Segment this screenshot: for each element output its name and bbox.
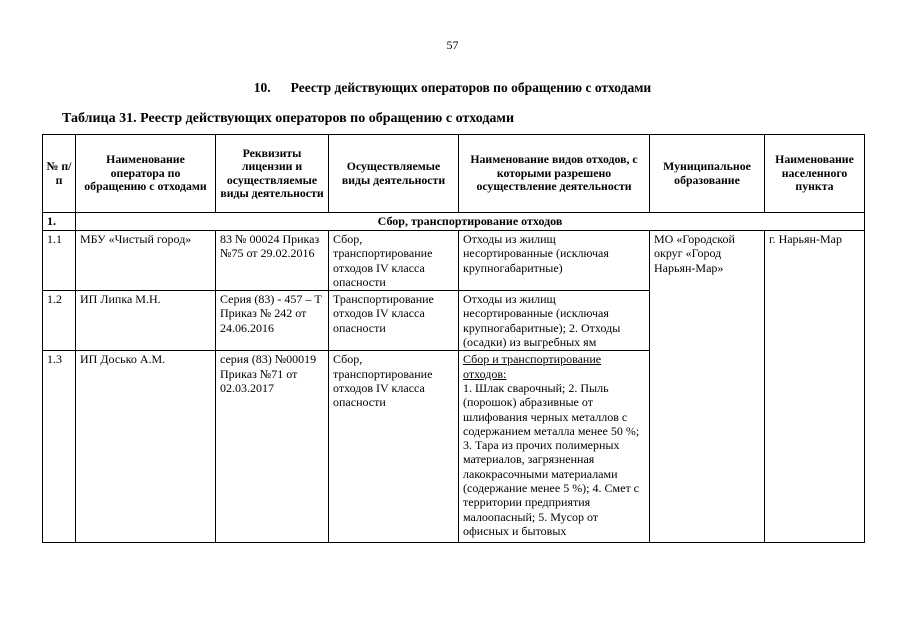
group-number: 1.: [43, 213, 76, 231]
waste-cell-content: [463, 352, 645, 538]
header-waste: Наименование видов отходов, с которыми разрешено осуществление деятельности: [459, 135, 650, 213]
table-header-row: [43, 135, 865, 213]
header-operator: Наименование оператора по обращению с отходами: [76, 135, 216, 213]
section-title: Реестр действующих операторов по обращению с отходами: [290, 80, 652, 95]
row-waste-cell: [459, 351, 650, 543]
row-num: 1.3: [43, 351, 76, 543]
section-number: 10.: [253, 80, 271, 95]
row-license: серия (83) №00019 Приказ №71 от 02.03.2017: [216, 351, 329, 543]
operators-table: [42, 134, 865, 543]
row-operator: ИП Досько А.М.: [76, 351, 216, 543]
row-waste: Отходы из жилищ несортированные (исключая крупногабаритные); 2. Отходы (осадки) из выгребных ям: [459, 291, 650, 351]
row-activity: Сбор, транспортирование отходов IV класса опасности: [329, 351, 459, 543]
row-waste: Отходы из жилищ несортированные (исключая крупногабаритные): [459, 231, 650, 291]
table-row: [43, 231, 865, 291]
row-license: 83 № 00024 Приказ №75 от 29.02.2016: [216, 231, 329, 291]
header-activity: Осуществляемые виды деятельности: [329, 135, 459, 213]
row-license: Серия (83) - 457 – Т Приказ № 242 от 24.06.2016: [216, 291, 329, 351]
row-waste-heading: Сбор и транспортирование отходов:: [463, 352, 602, 381]
header-settlement: Наименование населенного пункта: [765, 135, 865, 213]
row-num: 1.2: [43, 291, 76, 351]
row-num: 1.1: [43, 231, 76, 291]
row-waste: 1. Шлак сварочный; 2. Пыль (порошок) абразивные от шлифования черных металлов с содержанием металла менее 50 %; 3. Тара из прочих полимерных материалов, загрязненная лакокрасочными материалами (содержание менее 5 %); 4. Смет с территории предприятия малоопасный; 5. Мусор от офисных и бытовых: [463, 380, 640, 538]
header-license: Реквизиты лицензии и осуществляемые виды деятельности: [216, 135, 329, 213]
row-activity: Транспортирование отходов IV класса опасности: [329, 291, 459, 351]
header-num: № п/п: [43, 135, 76, 213]
row-operator: МБУ «Чистый город»: [76, 231, 216, 291]
table-caption: Таблица 31. Реестр действующих операторов по обращению с отходами: [62, 111, 515, 126]
header-municipality: Муниципальное образование: [650, 135, 765, 213]
section-heading: [0, 80, 905, 96]
settlement-cell: г. Нарьян-Мар: [765, 231, 865, 543]
row-activity: Сбор, транспортирование отходов IV класса опасности: [329, 231, 459, 291]
municipality-cell: МО «Городской округ «Город Нарьян-Мар»: [650, 231, 765, 543]
group-row: [43, 213, 865, 231]
group-title: Сбор, транспортирование отходов: [76, 213, 865, 231]
page-number: 57: [446, 38, 459, 52]
row-operator: ИП Липка М.Н.: [76, 291, 216, 351]
